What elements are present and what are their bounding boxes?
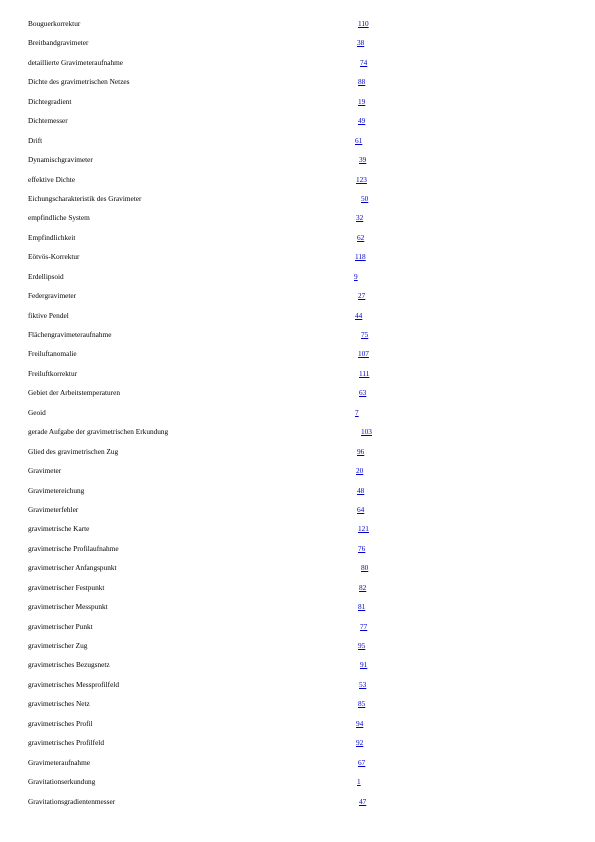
index-term: gravimetrische Profilaufnahme — [28, 543, 119, 553]
index-entry — [28, 543, 588, 562]
index-entry — [28, 251, 588, 270]
page-link[interactable]: 118 — [355, 252, 366, 262]
page-link[interactable]: 64 — [357, 504, 365, 514]
index-entry — [28, 387, 588, 406]
index-term: Empfindlichkeit — [28, 232, 76, 242]
index-term: gravimetrischer Zug — [28, 641, 88, 650]
index-term: gerade Aufgabe der gravimetrischen Erkundung — [28, 427, 169, 437]
page-link[interactable]: 103 — [361, 427, 372, 437]
index-term: Dichte des gravimetrischen Netzes — [28, 77, 130, 87]
index-term: Dynamischgravimeter — [28, 155, 93, 165]
index-term: gravimetrischer Anfangspunkt — [28, 563, 117, 573]
page-link[interactable]: 49 — [358, 116, 366, 126]
index-term: detaillierte Gravimeteraufnahme — [28, 57, 124, 67]
page-link[interactable]: 74 — [360, 57, 368, 67]
index-entry — [28, 718, 588, 737]
page-link[interactable]: 47 — [359, 796, 367, 806]
index-entry — [28, 193, 588, 212]
index-entry — [28, 154, 588, 173]
index-term: Gravimeteraufnahme — [28, 757, 90, 767]
index-term: gravimetrisches Bezugsnetz — [28, 660, 110, 670]
index-term: empfindliche System — [28, 213, 90, 223]
index-term: Breitbandgravimeter — [28, 38, 89, 48]
index-entry — [28, 757, 588, 776]
index-term: Geoid — [28, 407, 46, 417]
index-entry — [28, 96, 588, 115]
page-link[interactable]: 80 — [361, 563, 369, 573]
index-entry — [28, 446, 588, 465]
page-link[interactable]: 107 — [358, 349, 369, 359]
index-entry — [28, 212, 588, 231]
page-link[interactable]: 44 — [355, 310, 363, 320]
page-link[interactable]: 110 — [358, 19, 369, 28]
page-link[interactable]: 92 — [356, 738, 364, 748]
index-entry — [28, 659, 588, 678]
index-term: Dichtemesser — [28, 116, 68, 126]
index-entry — [28, 698, 588, 717]
index-term: Gravimetereichung — [28, 485, 85, 495]
index-entry — [28, 737, 588, 756]
page-link[interactable]: 82 — [359, 582, 367, 592]
index-entry — [28, 290, 588, 309]
page-link[interactable]: 38 — [357, 38, 365, 48]
index-term: Freiluftanomalie — [28, 349, 77, 359]
index-entry — [28, 407, 588, 426]
index-entry — [28, 174, 588, 193]
index-term: Gravimeter — [28, 466, 62, 476]
index-term: Dichtegradient — [28, 96, 72, 106]
index-term: Federgravimeter — [28, 291, 77, 301]
page-link[interactable]: 95 — [358, 641, 366, 650]
page-link[interactable]: 1 — [357, 777, 361, 787]
page-link[interactable]: 123 — [356, 174, 367, 184]
index-entry — [28, 18, 588, 37]
page-link[interactable]: 85 — [358, 699, 366, 709]
page-link[interactable]: 63 — [359, 388, 367, 398]
index-term: gravimetrisches Netz — [28, 699, 90, 709]
page-link[interactable]: 91 — [360, 660, 368, 670]
index-entry — [28, 310, 588, 329]
index-entry — [28, 232, 588, 251]
index-term: gravimetrisches Profil — [28, 718, 93, 728]
page-link[interactable]: 77 — [360, 621, 368, 631]
page-link[interactable]: 48 — [357, 485, 365, 495]
index-entry — [28, 115, 588, 134]
index-term: gravimetrisches Profilfeld — [28, 738, 104, 748]
index-entry — [28, 601, 588, 620]
index-entry — [28, 57, 588, 76]
page-link[interactable]: 81 — [358, 602, 366, 612]
index-term: Eichungscharakteristik des Gravimeter — [28, 193, 142, 203]
page-link[interactable]: 88 — [358, 77, 366, 87]
index-entry — [28, 329, 588, 348]
index-entry — [28, 348, 588, 367]
index-entry — [28, 465, 588, 484]
page-link[interactable]: 75 — [361, 330, 369, 339]
page-link[interactable]: 32 — [356, 213, 364, 223]
index-term: gravimetrischer Festpunkt — [28, 582, 105, 592]
page-link[interactable]: 61 — [355, 135, 363, 145]
index-term: Gravimeterfehler — [28, 504, 79, 514]
page-link[interactable]: 39 — [359, 155, 367, 165]
index-term: Flächengravimeteraufnahme — [28, 330, 112, 339]
page-link[interactable]: 111 — [359, 368, 370, 378]
index-entry — [28, 562, 588, 581]
index-term: Freiluftkorrektur — [28, 368, 78, 378]
index-entry — [28, 621, 588, 640]
page-link[interactable]: 67 — [358, 757, 366, 767]
index-term: Gebiet der Arbeitstemperaturen — [28, 388, 120, 398]
index-entry — [28, 426, 588, 445]
index-list — [28, 18, 588, 815]
page-link[interactable]: 76 — [358, 543, 366, 553]
index-entry — [28, 523, 588, 542]
index-term: Eötvös-Korrektur — [28, 252, 80, 262]
index-entry — [28, 776, 588, 795]
index-entry — [28, 640, 588, 659]
index-term: effektive Dichte — [28, 174, 76, 184]
page-link[interactable]: 9 — [354, 271, 358, 281]
page-link[interactable]: 121 — [358, 524, 369, 534]
index-term: gravimetrisches Messprofilfeld — [28, 679, 119, 689]
page-link[interactable]: 19 — [358, 96, 366, 106]
index-term: Gravitationserkundung — [28, 777, 96, 787]
index-term: fiktive Pendel — [28, 310, 69, 320]
page-link[interactable]: 96 — [357, 446, 365, 456]
index-term: Drift — [28, 135, 43, 145]
index-entry — [28, 271, 588, 290]
index-term: Erdellipsoid — [28, 271, 64, 281]
page-link[interactable]: 27 — [358, 291, 366, 301]
index-term: Gravitationsgradientenmesser — [28, 796, 116, 806]
index-entry — [28, 368, 588, 387]
page-link[interactable]: 94 — [356, 718, 364, 728]
index-entry — [28, 582, 588, 601]
index-entry — [28, 796, 588, 815]
page-link[interactable]: 7 — [355, 407, 359, 417]
page-link[interactable]: 53 — [359, 679, 367, 689]
page-link[interactable]: 50 — [361, 193, 369, 203]
index-term: gravimetrischer Punkt — [28, 621, 93, 631]
index-entry — [28, 135, 588, 154]
index-entry — [28, 76, 588, 95]
index-term: gravimetrische Karte — [28, 524, 90, 534]
page-link[interactable]: 62 — [357, 232, 365, 242]
index-entry — [28, 679, 588, 698]
index-entry — [28, 504, 588, 523]
index-entry — [28, 37, 588, 56]
index-term: Bouguerkorrektur — [28, 19, 81, 28]
page-link[interactable]: 20 — [356, 466, 364, 476]
index-term: gravimetrischer Messpunkt — [28, 602, 108, 612]
index-term: Glied des gravimetrischen Zug — [28, 446, 119, 456]
index-entry — [28, 485, 588, 504]
